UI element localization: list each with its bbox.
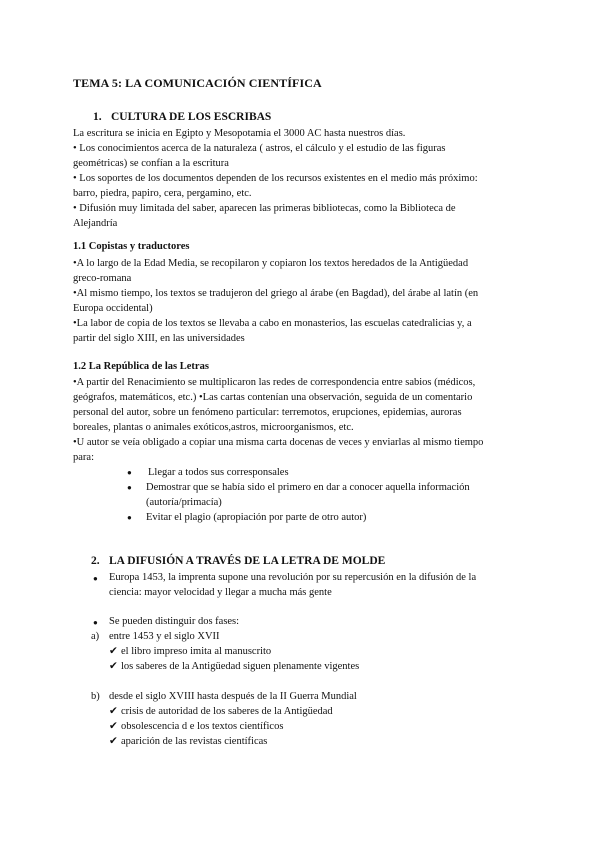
checkmark-icon: ✔ <box>109 706 118 717</box>
subsection-1-2-line: boreales, plantas o animales exóticos,astros, microorganismos, etc. <box>73 422 354 433</box>
phase-a-check-item <box>109 659 359 674</box>
subsection-1-1-heading: 1.1 Copistas y traductores <box>73 241 190 252</box>
phase-a-text: entre 1453 y el siglo XVII <box>109 631 220 642</box>
phase-a-check-text: los saberes de la Antigüedad siguen plenamente vigentes <box>121 661 360 672</box>
section-2-heading: LA DIFUSIÓN A TRAVÉS DE LA LETRA DE MOLDE <box>109 555 386 567</box>
checkmark-icon: ✔ <box>109 721 118 732</box>
phase-b-check-text: aparición de las revistas científicas <box>121 736 268 747</box>
section-2-bullet-line: Europa 1453, la imprenta supone una revolución por su repercusión en la difusión de la <box>109 572 477 583</box>
section-1-line: • Los conocimientos acerca de la naturaleza ( astros, el cálculo y el estudio de las figuras <box>73 143 446 154</box>
subsection-1-1-line: •La labor de copia de los textos se llevaba a cabo en monasterios, las escuelas catedralicias y, a <box>73 318 472 329</box>
section-1-line: • Difusión muy limitada del saber, aparecen las primeras bibliotecas, como la Biblioteca de <box>73 203 456 214</box>
phase-b-text: desde el siglo XVIII hasta después de la II Guerra Mundial <box>109 691 357 702</box>
phase-b-check-item <box>109 734 267 749</box>
section-2-bullet-line: Se pueden distinguir dos fases: <box>109 616 240 627</box>
bullet-dot-icon: ● <box>93 618 98 627</box>
phase-b-check-item <box>109 719 283 734</box>
subsection-1-2-line: personal del autor, sobre un fenómeno particular: terremotos, erupciones, epidemias, auroras <box>73 407 462 418</box>
subsection-1-1-line: greco-romana <box>73 273 132 284</box>
section-1-line: geométricas) se confían a la escritura <box>73 158 229 169</box>
phase-a-check-item <box>109 644 271 659</box>
checkmark-icon: ✔ <box>109 661 118 672</box>
section-1-line: • Los soportes de los documentos dependen de los recursos existentes en el medio más próximo: <box>73 173 478 184</box>
bullet-dot-icon: ● <box>127 483 132 492</box>
phase-a-check-text: el libro impreso imita al manuscrito <box>121 646 272 657</box>
bullet-dot-icon: ● <box>127 513 132 522</box>
phase-b-check-item <box>109 704 333 719</box>
page-title: TEMA 5: LA COMUNICACIÓN CIENTÍFICA <box>73 76 322 90</box>
subsection-1-1-line: •Al mismo tiempo, los textos se tradujeron del griego al árabe (en Bagdad), del árabe al latín (en <box>73 288 479 299</box>
checkmark-icon: ✔ <box>109 646 118 657</box>
bullet-dot-icon: ● <box>93 574 98 583</box>
subsection-1-2-heading: 1.2 La República de las Letras <box>73 361 209 372</box>
subsection-1-2-line: geógrafos, matemáticos, etc.) •Las cartas contenían una observación, seguida de un comentario <box>73 392 473 403</box>
subsection-1-2-bullet: Llegar a todos sus corresponsales <box>148 467 289 478</box>
phase-b-label: b) <box>91 691 100 702</box>
subsection-1-2-bullet-continuation: (autoría/primacía) <box>146 497 222 508</box>
section-1-heading: CULTURA DE LOS ESCRIBAS <box>111 111 272 123</box>
subsection-1-2-line: •A partir del Renacimiento se multiplicaron las redes de correspondencia entre sabios (médicos, <box>73 377 476 388</box>
subsection-1-2-bullet: Evitar el plagio (apropiación por parte de otro autor) <box>146 512 367 523</box>
subsection-1-2-line: para: <box>73 452 94 463</box>
section-1-line: Alejandría <box>73 218 118 229</box>
subsection-1-2-line: •U autor se veía obligado a copiar una misma carta docenas de veces y enviarlas al mismo tiempo <box>73 437 484 448</box>
section-1-line: La escritura se inicia en Egipto y Mesopotamia el 3000 AC hasta nuestros días. <box>73 128 406 139</box>
subsection-1-2-bullet: Demostrar que se había sido el primero en dar a conocer aquella información <box>146 482 470 493</box>
section-1-number: 1. <box>93 111 102 123</box>
phase-a-label: a) <box>91 631 100 642</box>
section-2-bullet-line: ciencia: mayor velocidad y llegar a mucha más gente <box>109 587 332 598</box>
section-2-number: 2. <box>91 555 100 567</box>
bullet-dot-icon: ● <box>127 468 132 477</box>
subsection-1-1-line: •A lo largo de la Edad Media, se recopilaron y copiaron los textos heredados de la Antigüedad <box>73 258 469 269</box>
subsection-1-1-line: Europa occidental) <box>73 303 153 314</box>
subsection-1-1-line: partir del siglo XIII, en las universidades <box>73 333 245 344</box>
checkmark-icon: ✔ <box>109 736 118 747</box>
phase-b-check-text: obsolescencia d e los textos científicos <box>121 721 284 732</box>
section-1-line: barro, piedra, papiro, cera, pergamino, etc. <box>73 188 252 199</box>
phase-b-check-text: crisis de autoridad de los saberes de la Antigüedad <box>121 706 333 717</box>
